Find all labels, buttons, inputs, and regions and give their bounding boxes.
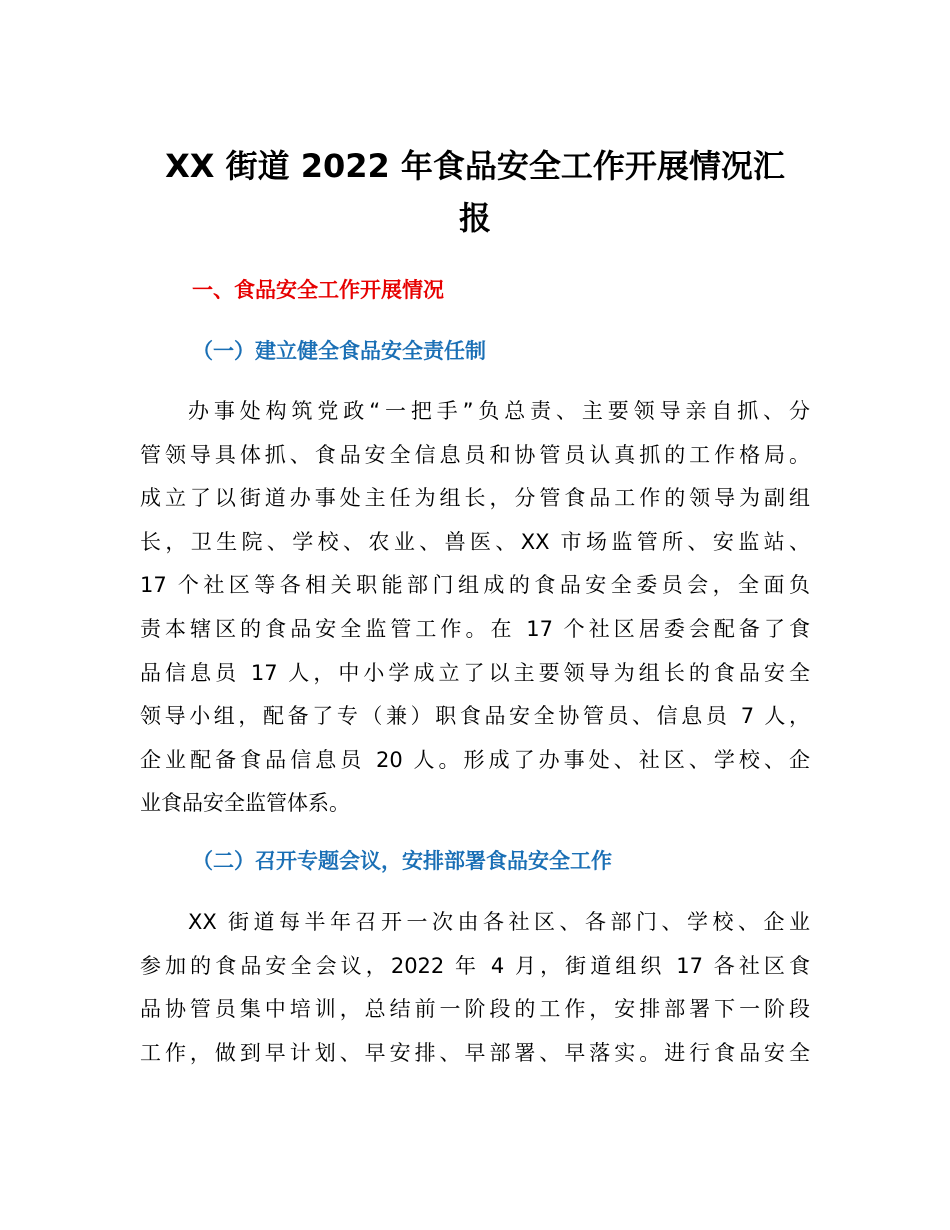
- section-heading-1: 一、食品安全工作开展情况: [192, 278, 444, 302]
- paragraph-line: 品协管员集中培训，总结前一阶段的工作，安排部署下一阶段: [140, 997, 810, 1022]
- paragraph-line: 17 个社区等各相关职能部门组成的食品安全委员会，全面负: [140, 573, 810, 598]
- title-line-1: XX 街道 2022 年食品安全工作开展情况汇: [165, 147, 785, 185]
- paragraph-line: 成立了以街道办事处主任为组长，分管食品工作的领导为副组: [140, 486, 810, 511]
- paragraph-line: 责本辖区的食品安全监管工作。在 17 个社区居委会配备了食: [140, 616, 810, 641]
- subsection-heading-2: （二）召开专题会议，安排部署食品安全工作: [192, 849, 612, 873]
- paragraph-line: 品信息员 17 人，中小学成立了以主要领导为组长的食品安全: [140, 660, 810, 685]
- paragraph-2: [140, 901, 810, 1075]
- paragraph-line: 办事处构筑党政“一把手”负总责、主要领导亲自抓、分: [188, 399, 810, 423]
- paragraph-line: 工作，做到早计划、早安排、早部署、早落实。进行食品安全: [140, 1040, 810, 1065]
- document-title: [140, 140, 810, 244]
- paragraph-line: 参加的食品安全会议，2022 年 4 月，街道组织 17 各社区食: [140, 953, 810, 978]
- subsection-heading-1: （一）建立健全食品安全责任制: [192, 339, 486, 363]
- title-line-2: 报: [458, 199, 491, 237]
- paragraph-line: XX 街道每半年召开一次由各社区、各部门、学校、企业: [188, 910, 810, 934]
- paragraph-1: [140, 390, 810, 826]
- paragraph-line: 领导小组，配备了专（兼）职食品安全协管员、信息员 7 人，: [140, 704, 810, 729]
- paragraph-line: 业食品安全监管体系。: [140, 791, 350, 816]
- paragraph-line: 长，卫生院、学校、农业、兽医、XX 市场监管所、安监站、: [140, 529, 810, 554]
- paragraph-line: 管领导具体抓、食品安全信息员和协管员认真抓的工作格局。: [140, 442, 810, 467]
- paragraph-line: 企业配备食品信息员 20 人。形成了办事处、社区、学校、企: [140, 747, 810, 772]
